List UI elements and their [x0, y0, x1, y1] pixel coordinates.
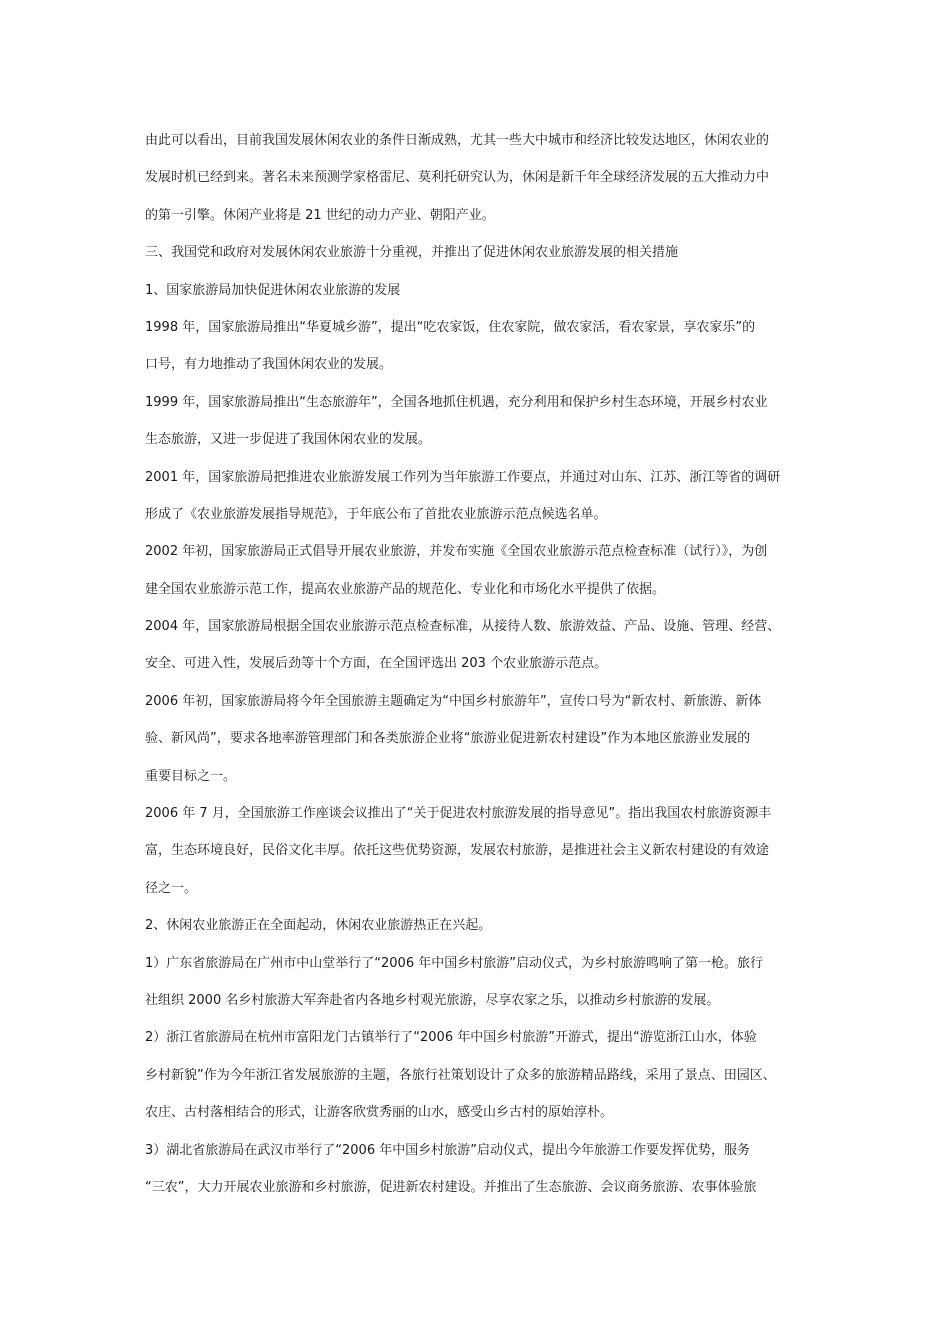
text-line: 2、休闲农业旅游正在全面起动，休闲农业旅游热正在兴起。: [145, 918, 492, 934]
text-line: 2004 年，国家旅游局根据全国农业旅游示范点检查标准，从接待人数、旅游效益、产品、设施、管理、经营、: [145, 619, 781, 635]
text-line: 富，生态环境良好，民俗文化丰厚。依托这些优势资源，发展农村旅游，是推进社会主义新农村建设的有效途: [145, 843, 770, 859]
text-line: “三农”，大力开展农业旅游和乡村旅游，促进新农村建设。并推出了生态旅游、会议商务旅游、农事体验旅: [145, 1179, 757, 1195]
text-line: 由此可以看出，目前我国发展休闲农业的条件日渐成熟，尤其一些大中城市和经济比较发达地区，休闲农业的: [145, 133, 770, 148]
text-line: 1999 年，国家旅游局推出“生态旅游年”，全国各地抓住机遇，充分利用和保护乡村生态环境，开展乡村农业: [145, 394, 768, 410]
text-line: 乡村新貌”作为今年浙江省发展旅游的主题，各旅行社策划设计了众多的旅游精品路线，采用了景点、田园区、: [145, 1067, 776, 1083]
text-line: 1）广东省旅游局在广州市中山堂举行了“2006 年中国乡村旅游”启动仪式，为乡村旅游鸣响了第一枪。旅行: [145, 955, 763, 971]
text-line: 1998 年，国家旅游局推出“华夏城乡游”，提出“吃农家饭，住农家院，做农家活，看农家景，享农家乐”的: [145, 319, 756, 335]
document-body: [145, 122, 810, 1206]
text-line: 3）湖北省旅游局在武汉市举行了“2006 年中国乡村旅游”启动仪式，提出今年旅游工作要发挥优势，服务: [145, 1142, 750, 1158]
text-line: 安全、可进入性，发展后劲等十个方面，在全国评选出 203 个农业旅游示范点。: [145, 656, 608, 672]
text-line: 2）浙江省旅游局在杭州市富阳龙门古镇举行了“2006 年中国乡村旅游”开游式，提出“游览浙江山水，体验: [145, 1030, 757, 1046]
text-line: 1、国家旅游局加快促进休闲农业旅游的发展: [145, 282, 401, 298]
text-line: 形成了《农业旅游发展指导规范》，于年底公布了首批农业旅游示范点候选名单。: [145, 506, 607, 522]
text-line: 的第一引擎。休闲产业将是 21 世纪的动力产业、朝阳产业。: [145, 207, 495, 223]
text-line: 径之一。: [145, 880, 198, 896]
text-line: 生态旅游，又进一步促进了我国休闲农业的发展。: [145, 432, 432, 448]
text-line: 三、我国党和政府对发展休闲农业旅游十分重视，并推出了促进休闲农业旅游发展的相关措施: [145, 245, 679, 261]
text-line: 发展时机已经到来。著名未来预测学家格雷尼、莫利托研究认为，休闲是新千年全球经济发展的五大推动力中: [145, 170, 770, 186]
text-line: 农庄、古村落相结合的形式，让游客欣赏秀丽的山水，感受山乡古村的原始淳朴。: [145, 1105, 614, 1121]
text-line: 社组织 2000 名乡村旅游大军奔赴省内各地乡村观光旅游，尽享农家之乐，以推动乡村旅游的发展。: [145, 992, 720, 1008]
text-line: 2002 年初，国家旅游局正式倡导开展农业旅游，并发布实施《全国农业旅游示范点检查标准（试行）》，为创: [145, 544, 768, 560]
text-line: 验、新风尚”，要求各地率游管理部门和各类旅游企业将“旅游业促进新农村建设”作为本地区旅游业发展的: [145, 731, 751, 747]
text-line: 重要目标之一。: [145, 768, 237, 784]
text-line: 口号，有力地推动了我国休闲农业的发展。: [145, 357, 393, 373]
text-line: 2006 年初，国家旅游局将今年全国旅游主题确定为“中国乡村旅游年”，宣传口号为“新农村、新旅游、新体: [145, 693, 762, 709]
text-line: 2006 年 7 月，全国旅游工作座谈会议推出了“关于促进农村旅游发展的指导意见”。指出我国农村旅游资源丰: [145, 806, 772, 822]
text-line: 2001 年，国家旅游局把推进农业旅游发展工作列为当年旅游工作要点，并通过对山东、江苏、浙江等省的调研: [145, 469, 781, 485]
text-line: 建全国农业旅游示范工作，提高农业旅游产品的规范化、专业化和市场化水平提供了依据。: [145, 581, 666, 597]
